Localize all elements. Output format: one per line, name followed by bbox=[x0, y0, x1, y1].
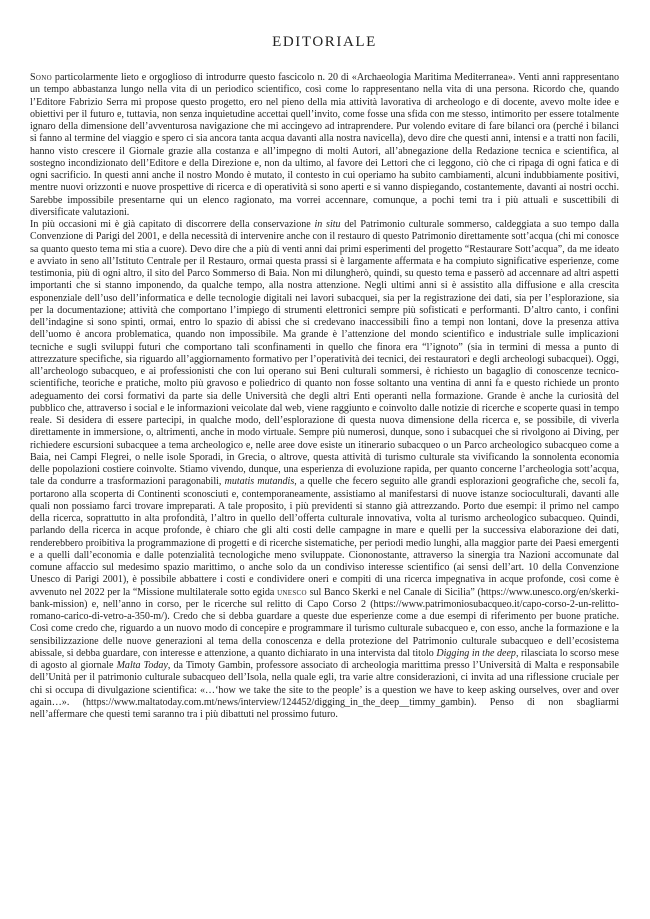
body-text: sul Banco Skerki e nel Canale di Sicilia” (https://www.unesco.org/en/skerki-bank-mission) e, nell’anno in corso, per le ricerche sul relitto di Capo Corso 2 (https://www.patrimoniosubacqueo.it/capo-corso-2-un-relitto-romano-carico-di-vetro-a-350-m/). Credo che si debba guardare a queste due esperienze come a due esempi di riferimento per buone pratiche. Così come credo che, riguardo a un nuovo modo di concepire e programmare il turismo culturale subacqueo e, con esso, anche la formazione e la sensibilizzazione delle nuove generazioni al tema della conoscenza e della protezione del Patrimonio culturale subacqueo e dell’ecosistema abissale, si debba guardare, con interesse e attenzione, a quanto dichiarato in una intervista dal titolo bbox=[30, 586, 619, 659]
body-text: , rilasciata lo scorso mese di agosto al giornale bbox=[30, 647, 620, 671]
editorial-title: EDITORIALE bbox=[272, 34, 377, 50]
italic-text: Malta Today bbox=[116, 660, 168, 671]
small-caps-text: unesco bbox=[277, 586, 307, 598]
body-text: , da Timoty Gambin, professore associato di archeologia marittima presso l’Università di Malta e responsabile dell’Unità per il patrimonio culturale subacqueo dell’Isola, nella quale egli, tra varie altre considerazioni, ci invita ad una riflessione cruciale per chi si occupa di divulgazione scientifica: «…‘how we take the site to the people’ is a question we have to keep asking ourselves, over and over again…». (https://www.maltatoday.com.mt/news/interview/124452/digging_in_the_deep__timmy_gambin). Penso di non sbagliarmi nell’affermare che questi temi saranno tra i più dibattuti nel prossimo futuro. bbox=[30, 660, 619, 720]
paragraph-2 bbox=[30, 219, 619, 721]
italic-text: in situ bbox=[314, 219, 341, 230]
italic-text: Digging in the deep bbox=[436, 647, 516, 659]
body-text: particolarmente lieto e orgoglioso di introdurre questo fascicolo n. 20 di «Archaeologia Maritima Mediterranea». Venti anni rappresentano un tempo abbastanza lungo nella vita di un periodico scientifico, così come lo rappresentano nella vita di una persona. Ricordo che, quando l’Editore Fabrizio Serra mi propose questo progetto, ero nel pieno della mia attività lavorativa di archeologo e di docente, avevo molte idee e obiettivi per il futuro e, tuttavia, non senza inquietudine accettai quell’invito, come fosse una sfida con me stesso, intimorito per essere totalmente ignaro della dimensione dell’avventurosa navigazione che mi accingevo ad intraprendere. Pur volendo evitare di fare bilanci ora (perché i bilanci si fanno al termine del viaggio e spero ci sia ancora tanta acqua davanti alla nostra navicella), devo dire che questi anni, intensi e a tratti non facili, hanno visto crescere il Giornale grazie alla costanza e all’impegno di molti Autori, all’abnegazione della Redazione tecnica e scientifica, al sostegno incondizionato dell’Editore e della Direzione e, non da ultimo, al favore dei Lettori che ci leggono, ciò che ci ripaga di ogni fatica e di ogni sacrificio. In questi anni anche il nostro Mondo è mutato, il contesto in cui operiamo ha subito cambiamenti, alcuni indubbiamente positivi, mentre nuovi orizzonti e nuove prospettive di ricerca e di operatività si sono aperti e si vanno dispiegando, costantemente, davanti ai nostri occhi. Sarebbe impossibile presentarne qui un elenco ragionato, ma vorrei accennare, comunque, a pochi temi tra i più attuali e suscettibili di diversificate valutazioni. bbox=[30, 72, 619, 218]
body-text: , a quelle che fecero seguito alle grandi esplorazioni geografiche che, secoli fa, portarono alla scoperta di Continenti sconosciuti e, contemporaneamente, assistiamo al manifestarsi di nuove istanze socioculturali, davanti alle quali non possiamo farci trovare impreparati. A tale proposito, i più previdenti si stanno già attrezzando. Porto due esempi: il primo nel campo della ricerca, soprattutto in alta profondità, l’altro in quello dell’offerta culturale innovativa, volta al turismo archeologico subacqueo. Quindi, parlando della ricerca in acque profonde, è chiaro che gli alti costi delle campagne in mare e quelli per la successiva elaborazione dei dati, renderebbero proibitiva la programmazione di progetti e di ricerche sistematiche, per periodi medio lunghi, alla maggior parte dei Paesi emergenti e a quelli dall’economia e dalle potenzialità tecnologiche meno sviluppate. Ciononostante, attraverso la sinergia tra Nazioni accomunate dal comune affaccio sul medesimo spazio marittimo, o anche solo da un condiviso interesse scientifico (ai sensi dell’art. 10 della Convenzione Unesco di Parigi 2001), è possibile abbattere i costi e condividere oneri e compiti di una ricerca impegnativa in acque profonde, così come è avvenuto nel 2022 per la “Missione multilaterale sotto egida bbox=[30, 476, 619, 598]
editorial-body bbox=[30, 72, 619, 721]
paragraph-1 bbox=[30, 72, 619, 219]
body-text: del Patrimonio culturale sommerso, caldeggiata a suo tempo dalla Convenzione di Parigi del 2001, e della necessità di intervenire anche con il restauro di questo Patrimonio direttamente sott’acqua (chi mi conosce sa quanto questo tema mi stia a cuore). Devo dire che a più di venti anni dai primi esperimenti del progetto “Restaurare Sott’acqua”, da me ideato e avviato in seno all’Istituto Centrale per il Restauro, ormai questa prassi si è largamente affermata e ha compiuto significative esperienze, come testimonia, più di ogni altro, il sito del Parco Sommerso di Baia. Non mi dilungherò, quindi, su questo tema e passerò ad accennare ad altri aspetti importanti che si stanno imponendo, da qualche tempo, alla nostra attenzione. Negli ultimi anni si è assistito alla diffusione e alla crescita esponenziale dell’uso dell’informatica e delle tecnologie digitali nei lavori subacquei, sia per la registrazione dei dati, sia per l’esplorazione, sia per la documentazione; attività che comportano l’impiego di strumenti elettronici sempre più sofisticati e performanti. D’altro canto, i confini dell’indagine si sono spinti, ormai, entro lo spazio di abissi che si credevano inaccessibili fino a tempi non lontani, dove la presenza attiva dell’uomo è ancora problematica, quando non impossibile. Ma grande è l’attenzione del mondo scientifico e industriale sulle implicazioni tecniche e sugli sviluppi futuri che comportano tali sconfinamenti in quello che finora era “l’ignoto” (sia in termini di messa a punto di attrezzature specifiche, sia riguardo all’aggiornamento formativo per l’operatività dei tecnici, dei restauratori e degli archeologi subacquei). Oggi, all’archeologo subacqueo, e ai professionisti che con lui operano sui Beni culturali sommersi, è richiesto un bagaglio di conoscenze tecnico-scientifiche, teoriche e pratiche, molto più gravoso e poliedrico di quanto non fosse soltanto una ventina di anni fa e questo richiede un pronto adeguamento dei corsi formativi da parte sia delle Università che degli altri Enti operanti nella formazione. Grande è anche la curiosità del pubblico che, attraverso i social e le informazioni veicolate dal web, viene raggiunto e coinvolto dalle notizie di ricerche e scoperte quasi in tempo reale. Si desidera di essere partecipi, in qualche modo, dell’esplorazione di questa nuova dimensione della ricerca e, se possibile, di viverla direttamente in immersione, o, altrimenti, anche in modo virtuale. Sempre più numerosi, dunque, sono i subacquei che si rivolgono ai Diving, per richiedere escursioni subacquee a tema archeologico e, nelle aree dove esiste un itinerario subacqueo o un Parco archeologico subacqueo come a Baia, nei Campi Flegrei, o nelle isole Sporadi, in Grecia, o altrove, questa attività di turismo culturale sta vivificando la sonnolenta economia delle popolazioni costiere coinvolte. Stiamo vivendo, dunque, una esperienza di evoluzione rapida, per quanto concerne l’archeologia sott’acqua, tale da condurre a trasformazioni paragonabili, bbox=[30, 219, 619, 488]
body-text: In più occasioni mi è già capitato di discorrere della conservazione bbox=[30, 219, 315, 230]
small-caps-text: Sono bbox=[30, 72, 52, 83]
italic-text: mutatis mutandis bbox=[224, 476, 295, 488]
